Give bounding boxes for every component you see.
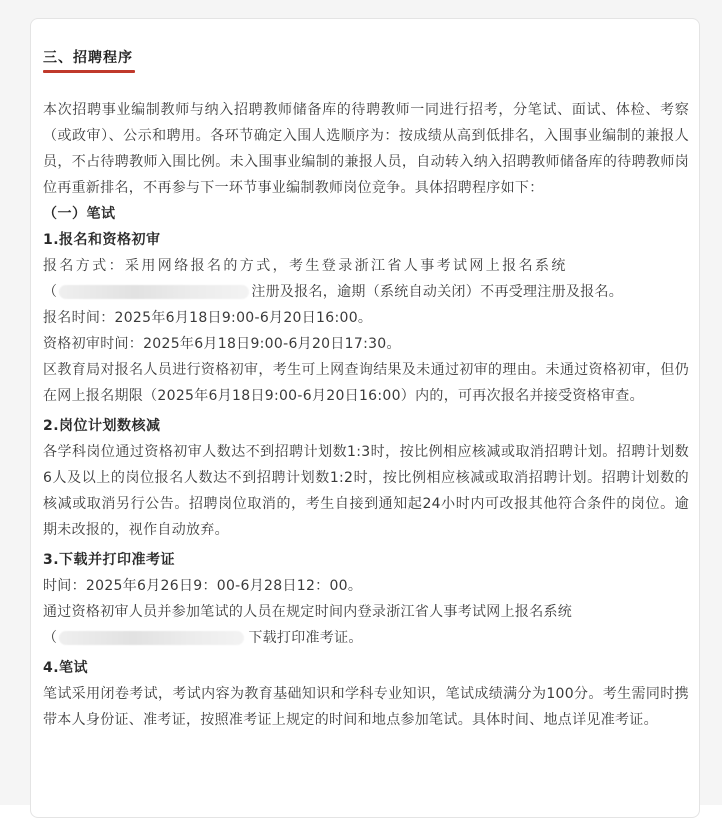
admission-download-time: 时间：2025年6月26日9：00-6月28日12：00。: [43, 578, 363, 594]
redacted-signup-url: [59, 285, 249, 299]
step4-heading: 4.笔试: [43, 660, 89, 676]
intro-paragraph: 本次招聘事业编制教师与纳入招聘教师储备库的待聘教师一同进行招考，分笔试、面试、体检、考察（或政审）、公示和聘用。各环节确定入围人选顺序为：按成绩从高到低排名，入围事业编制的兼报人员，不占待聘教师入围比例。未入围事业编制的兼报人员，自动转入纳入招聘教师储备库的待聘教师岗位再重新排名，不再参与下一环节事业编制教师岗位竞争。具体招聘程序如下：: [43, 102, 689, 196]
step2-heading: 2.岗位计划数核减: [43, 418, 161, 434]
written-exam-heading: （一）笔试: [43, 206, 116, 222]
step1-heading: 1.报名和资格初审: [43, 232, 161, 248]
signup-url-suffix: 注册及报名，逾期（系统自动关闭）不再受理注册及报名。: [251, 284, 624, 300]
admission-url-suffix: 下载打印准考证。: [248, 630, 363, 646]
step4-body: 笔试采用闭卷考试，考试内容为教育基础知识和学科专业知识，笔试成绩满分为100分。考生需同时携带本人身份证、准考证，按照准考证上规定的时间和地点参加笔试。具体时间、地点详见准考证。: [43, 686, 689, 728]
signup-url-line: [43, 279, 689, 305]
step3-heading: 3.下载并打印准考证: [43, 552, 176, 568]
step2-body: 各学科岗位通过资格初审人数达不到招聘计划数1:3时，按比例相应核减或取消招聘计划。招聘计划数6人及以上的岗位报名人数达不到招聘计划数1:2时，按比例相应核减或取消招聘计划。招聘计划数的核减或取消另行公告。招聘岗位取消的，考生自接到通知起24小时内可改报其他符合条件的岗位。逾期未改报的，视作自动放弃。: [43, 444, 689, 538]
admission-url-line: [43, 625, 689, 651]
admission-url-open-paren: （: [43, 630, 58, 646]
section-title: 三、招聘程序: [43, 50, 133, 66]
signup-time: 报名时间：2025年6月18日9:00-6月20日16:00。: [43, 310, 373, 326]
admission-download-line: 通过资格初审人员并参加笔试的人员在规定时间内登录浙江省人事考试网上报名系统: [43, 604, 573, 620]
review-note: 区教育局对报名人员进行资格初审，考生可上网查询结果及未通过初审的理由。未通过资格初审，但仍在网上报名期限（2025年6月18日9:00-6月20日16:00）内的，可再次报名并接受资格审查。: [43, 362, 689, 404]
article-card: [30, 18, 700, 818]
signup-url-open-paren: （: [43, 284, 58, 300]
section-title-underline: [43, 70, 135, 73]
article-body: [43, 97, 689, 733]
redacted-admission-url: [59, 631, 244, 645]
review-time: 资格初审时间：2025年6月18日9:00-6月20日17:30。: [43, 336, 401, 352]
signup-method-line: 报名方式：采用网络报名的方式，考生登录浙江省人事考试网上报名系统: [43, 258, 568, 274]
